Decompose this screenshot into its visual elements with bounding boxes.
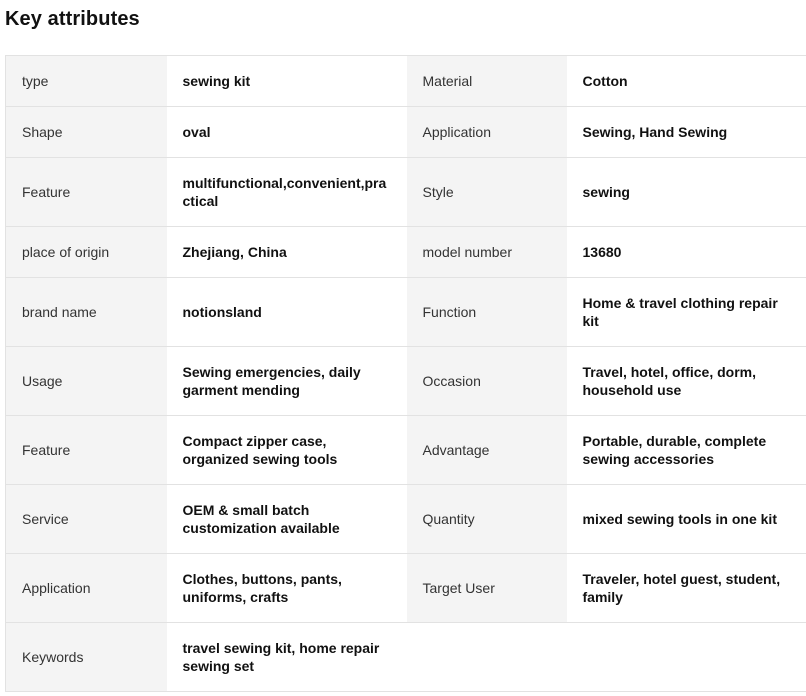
- attribute-value: multifunctional,convenient,practical: [167, 158, 407, 227]
- attribute-row: [6, 278, 806, 347]
- attribute-value: Cotton: [567, 56, 806, 107]
- attribute-key: Advantage: [407, 416, 567, 485]
- attribute-key: Service: [6, 485, 167, 554]
- attribute-key: Usage: [6, 347, 167, 416]
- attribute-row: [6, 56, 806, 107]
- attribute-row: [6, 107, 806, 158]
- attribute-value: oval: [167, 107, 407, 158]
- attribute-value: notionsland: [167, 278, 407, 347]
- attribute-key: Feature: [6, 416, 167, 485]
- attribute-row: [6, 485, 806, 554]
- attribute-value: Compact zipper case, organized sewing tools: [167, 416, 407, 485]
- attribute-key: Target User: [407, 554, 567, 623]
- attribute-value: Sewing emergencies, daily garment mending: [167, 347, 407, 416]
- attributes-table: [5, 55, 806, 692]
- attribute-value: Portable, durable, complete sewing accessories: [567, 416, 806, 485]
- attribute-value: Sewing, Hand Sewing: [567, 107, 806, 158]
- attribute-key: Occasion: [407, 347, 567, 416]
- attribute-key: type: [6, 56, 167, 107]
- attribute-row: [6, 347, 806, 416]
- attribute-value: sewing kit: [167, 56, 407, 107]
- attribute-value: Clothes, buttons, pants, uniforms, crafts: [167, 554, 407, 623]
- attribute-key: Application: [6, 554, 167, 623]
- attribute-value: sewing: [567, 158, 806, 227]
- attribute-value: 13680: [567, 227, 806, 278]
- attribute-key: Shape: [6, 107, 167, 158]
- attribute-key: brand name: [6, 278, 167, 347]
- empty-cell: [567, 623, 806, 692]
- attribute-key: Function: [407, 278, 567, 347]
- attribute-key: Feature: [6, 158, 167, 227]
- empty-cell: [407, 623, 567, 692]
- attribute-row: [6, 416, 806, 485]
- attribute-row: [6, 227, 806, 278]
- attribute-key: Quantity: [407, 485, 567, 554]
- attribute-value: travel sewing kit, home repair sewing set: [167, 623, 407, 692]
- attribute-value: Travel, hotel, office, dorm, household use: [567, 347, 806, 416]
- attribute-key: Style: [407, 158, 567, 227]
- attribute-key: place of origin: [6, 227, 167, 278]
- attribute-key: model number: [407, 227, 567, 278]
- attribute-value: OEM & small batch customization available: [167, 485, 407, 554]
- attribute-value: Home & travel clothing repair kit: [567, 278, 806, 347]
- attribute-row: [6, 554, 806, 623]
- attribute-value: Traveler, hotel guest, student, family: [567, 554, 806, 623]
- section-title: Key attributes: [5, 8, 140, 30]
- attribute-value: Zhejiang, China: [167, 227, 407, 278]
- attribute-key: Material: [407, 56, 567, 107]
- attribute-key: Keywords: [6, 623, 167, 692]
- attribute-row: [6, 623, 806, 692]
- attribute-value: mixed sewing tools in one kit: [567, 485, 806, 554]
- attribute-key: Application: [407, 107, 567, 158]
- attribute-row: [6, 158, 806, 227]
